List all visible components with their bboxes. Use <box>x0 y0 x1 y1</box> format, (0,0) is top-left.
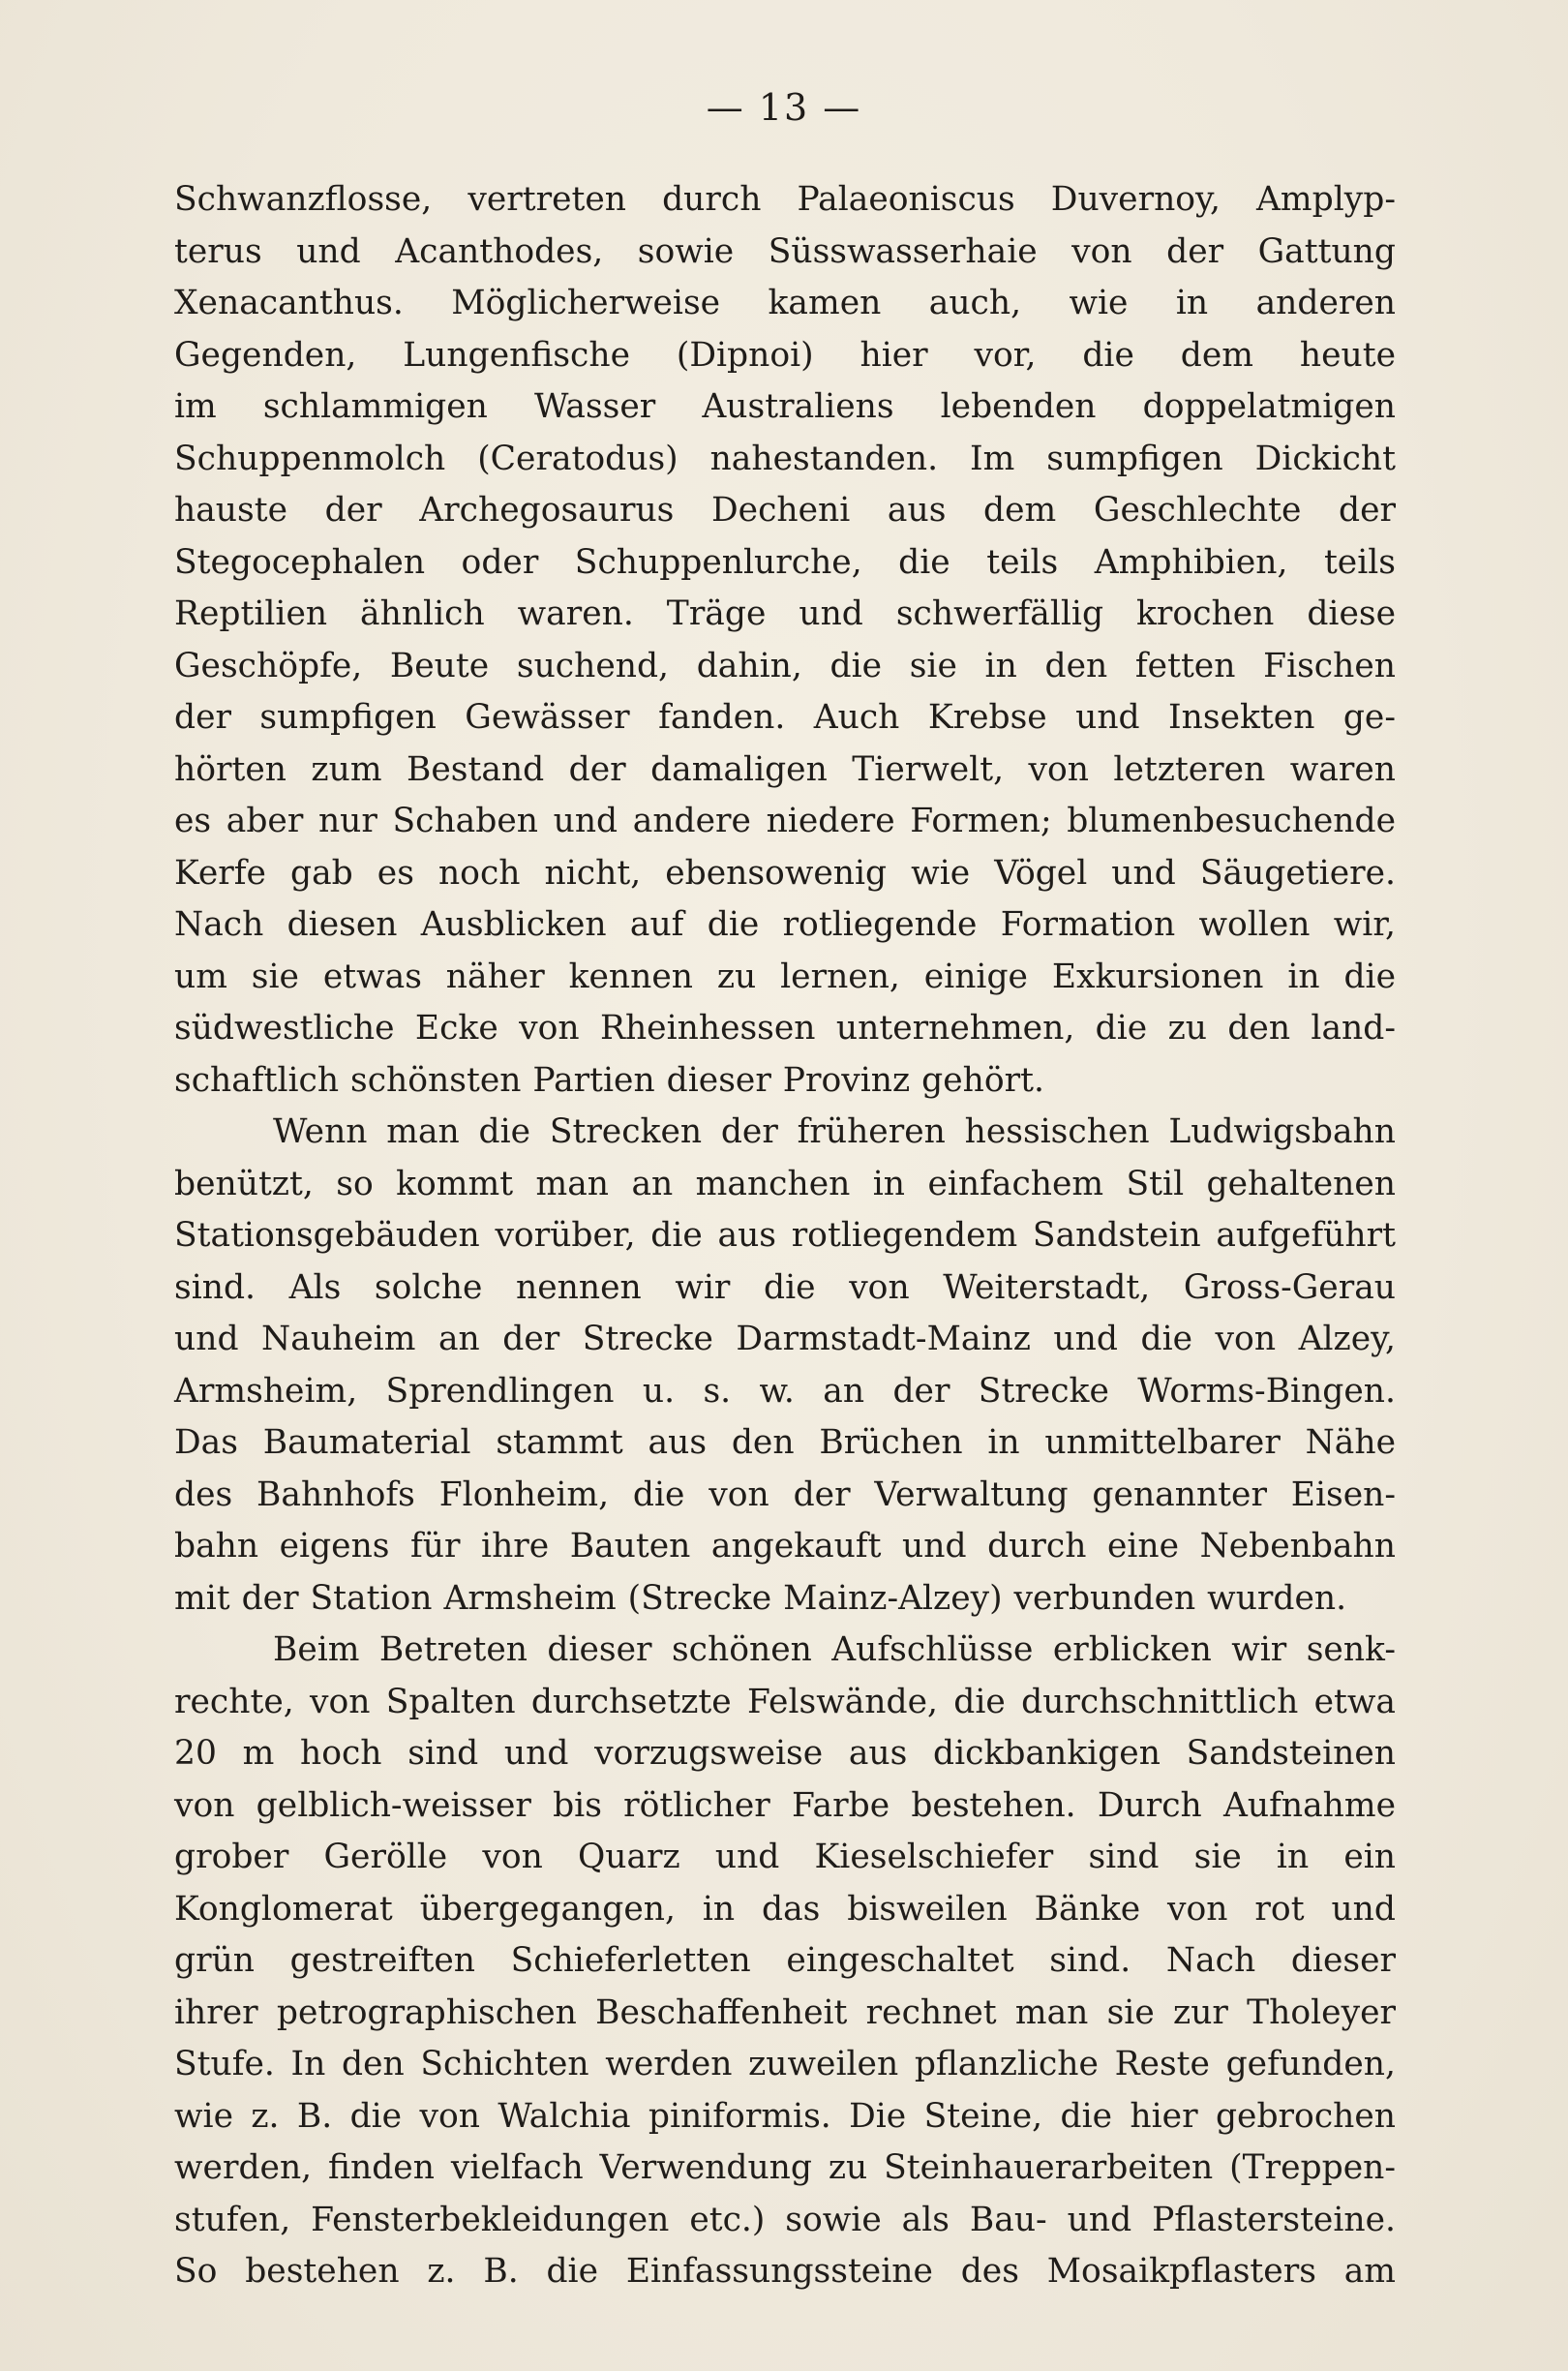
paragraph-1 <box>174 174 1396 1107</box>
text-line: rechte, von Spalten durchsetzte Felswände, die durchschnittlich etwa <box>174 1682 1396 1721</box>
text-line: der sumpfigen Gewässer fanden. Auch Krebse und Insekten ge- <box>174 698 1396 737</box>
text-line: Kerfe gab es noch nicht, ebensowenig wie Vögel und Säugetiere. <box>174 853 1396 893</box>
text-line: Wenn man die Strecken der früheren hessischen Ludwigsbahn <box>273 1112 1396 1151</box>
text-line: grober Gerölle von Quarz und Kieselschiefer sind sie in ein <box>174 1838 1396 1876</box>
text-line: ihrer petrographischen Beschaffenheit rechnet man sie zur Tholeyer <box>174 1992 1396 2032</box>
text-line: Stegocephalen oder Schuppenlurche, die teils Amphibien, teils <box>174 542 1396 582</box>
text-line: Xenacanthus. Möglicherweise kamen auch, wie in anderen <box>174 284 1396 322</box>
text-line: schaftlich schönsten Partien dieser Provinz gehört. <box>174 1060 1044 1100</box>
text-line: Schuppenmolch (Ceratodus) nahestanden. Im sumpfigen Dickicht <box>174 439 1396 478</box>
text-line: des Bahnhofs Flonheim, die von der Verwaltung genannter Eisen- <box>174 1474 1396 1514</box>
text-line: Stufe. In den Schichten werden zuweilen pflanzliche Reste gefunden, <box>174 2045 1396 2083</box>
text-line: im schlammigen Wasser Australiens lebenden doppelatmigen <box>174 387 1396 426</box>
text-line: Stationsgebäuden vorüber, die aus rotliegendem Sandstein aufgeführt <box>174 1216 1396 1255</box>
text-line: Reptilien ähnlich waren. Träge und schwerfällig krochen diese <box>174 594 1396 633</box>
text-line: hauste der Archegosaurus Decheni aus dem Geschlechte der <box>174 491 1396 530</box>
text-line: Geschöpfe, Beute suchend, dahin, die sie in den fetten Fischen <box>174 646 1396 685</box>
text-line: hörten zum Bestand der damaligen Tierwelt, von letzteren waren <box>174 749 1396 789</box>
text-line: Gegenden, Lungenfische (Dipnoi) hier vor, die dem heute <box>174 335 1396 375</box>
text-line: 20 m hoch sind und vorzugsweise aus dickbankigen Sandsteinen <box>174 1734 1396 1773</box>
text-line: So bestehen z. B. die Einfassungssteine des Mosaikpflasters am <box>174 2252 1396 2291</box>
text-line: wie z. B. die von Walchia piniformis. Die Steine, die hier gebrochen <box>174 2096 1396 2136</box>
text-line: Konglomerat übergegangen, in das bisweilen Bänke von rot und <box>174 1889 1396 1929</box>
text-line: von gelblich-weisser bis rötlicher Farbe bestehen. Durch Aufnahme <box>174 1785 1396 1825</box>
page-number: — 13 — <box>706 86 862 129</box>
text-line: Das Baumaterial stammt aus den Brüchen in unmittelbarer Nähe <box>174 1423 1396 1462</box>
text-line: und Nauheim an der Strecke Darmstadt-Mainz und die von Alzey, <box>174 1320 1396 1358</box>
text-line: werden, finden vielfach Verwendung zu Steinhauerarbeiten (Treppen- <box>174 2148 1396 2187</box>
text-line: es aber nur Schaben und andere niedere Formen; blumenbesuchende <box>174 802 1396 840</box>
text-line: um sie etwas näher kennen zu lernen, einige Exkursionen in die <box>174 957 1396 996</box>
body-text <box>174 174 1396 2298</box>
paragraph-2 <box>174 1107 1396 1625</box>
text-line: grün gestreiften Schieferletten eingeschaltet sind. Nach dieser <box>174 1941 1396 1980</box>
text-line: Nach diesen Ausblicken auf die rotliegende Formation wollen wir, <box>174 905 1396 944</box>
text-line: benützt, so kommt man an manchen in einfachem Stil gehaltenen <box>174 1164 1396 1203</box>
text-line: bahn eigens für ihre Bauten angekauft und durch eine Nebenbahn <box>174 1527 1396 1565</box>
text-line: terus und Acanthodes, sowie Süsswasserhaie von der Gattung <box>174 231 1396 271</box>
text-line: mit der Station Armsheim (Strecke Mainz-Alzey) verbunden wurden. <box>174 1578 1347 1618</box>
text-line: Schwanzflosse, vertreten durch Palaeoniscus Duvernoy, Amplyp- <box>174 180 1396 219</box>
text-line: Armsheim, Sprendlingen u. s. w. an der Strecke Worms-Bingen. <box>174 1371 1396 1411</box>
text-line: sind. Als solche nennen wir die von Weiterstadt, Gross-Gerau <box>174 1267 1396 1307</box>
text-line: stufen, Fensterbekleidungen etc.) sowie als Bau- und Pflastersteine. <box>174 2200 1396 2239</box>
text-line: Beim Betreten dieser schönen Aufschlüsse erblicken wir senk- <box>273 1630 1396 1669</box>
text-line: südwestliche Ecke von Rheinhessen unternehmen, die zu den land- <box>174 1009 1396 1048</box>
paragraph-3 <box>174 1625 1396 2298</box>
